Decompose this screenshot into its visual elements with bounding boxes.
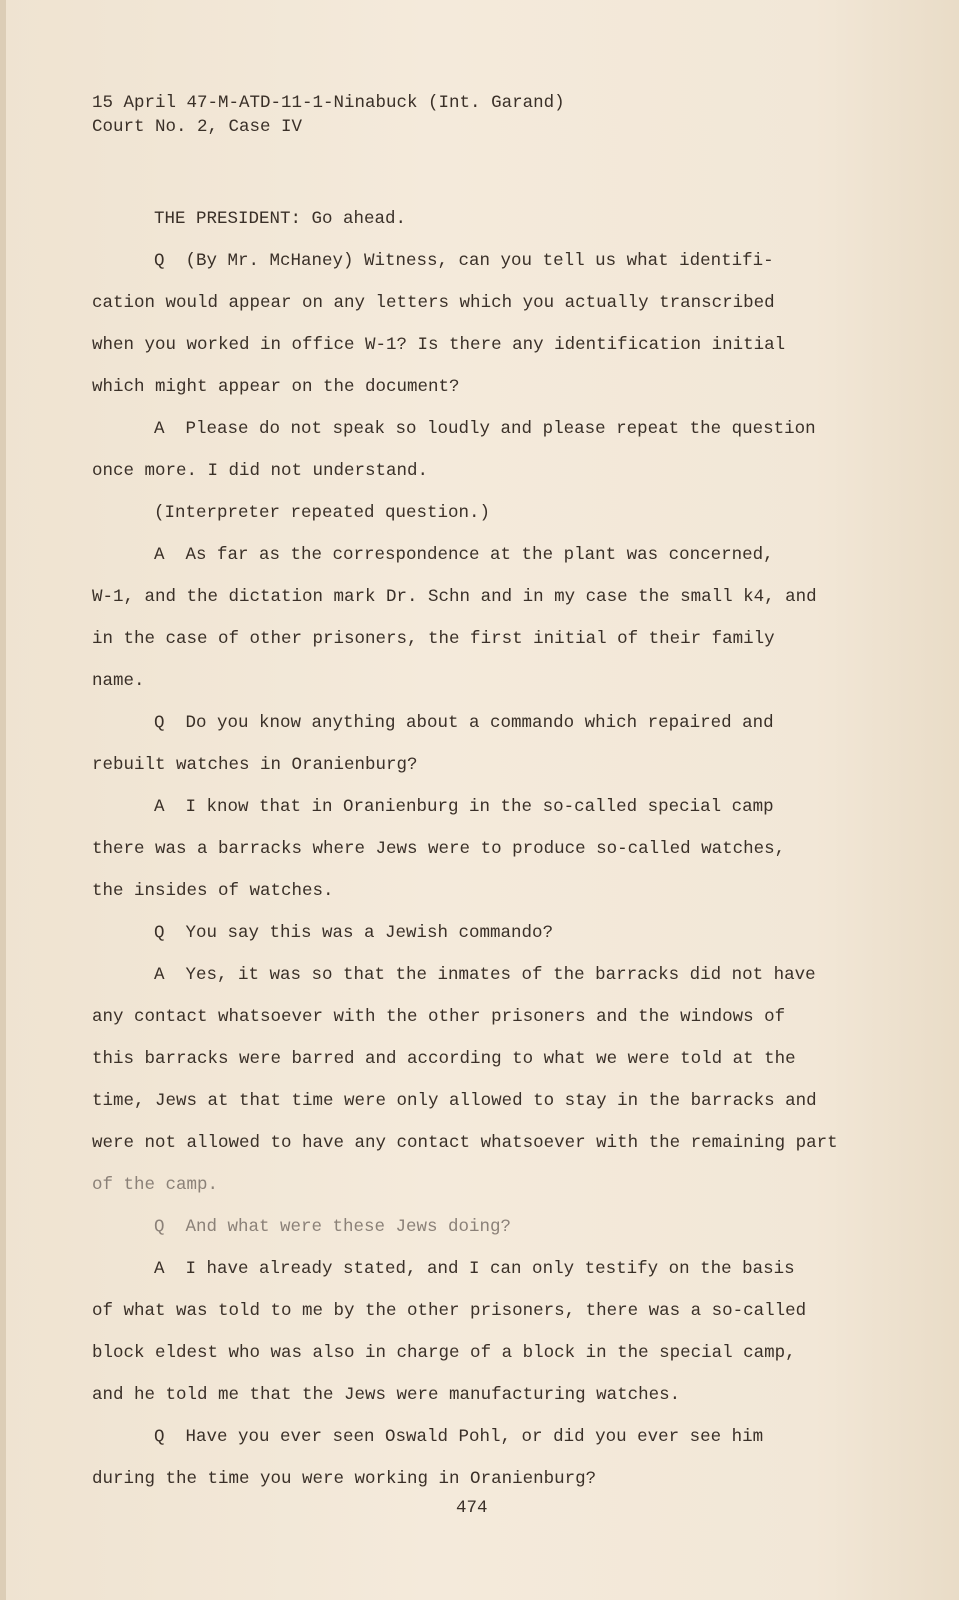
text-line: A I have already stated, and I can only testify on the basis — [154, 1259, 795, 1279]
paragraph-question-identification — [92, 240, 832, 408]
paragraph-answer-repeat — [92, 408, 832, 492]
text-line: Q You say this was a Jewish commando? — [154, 923, 554, 943]
paragraph-answer-block-eldest — [92, 1248, 832, 1416]
header-line-2: Court No. 2, Case IV — [92, 117, 303, 137]
text-line: time, Jews at that time were only allowed to stay in the barracks and — [92, 1091, 817, 1111]
text-line: A Please do not speak so loudly and please repeat the question — [154, 419, 816, 439]
document-header — [92, 91, 565, 139]
text-line: Q And what were these Jews doing? — [154, 1217, 512, 1237]
text-line: THE PRESIDENT: Go ahead. — [154, 209, 407, 229]
paragraph-answer-contact — [92, 954, 838, 1206]
text-line: name. — [92, 671, 145, 691]
text-line: cation would appear on any letters which you actually transcribed — [92, 293, 775, 313]
paragraph-question-doing — [92, 1206, 832, 1248]
text-line: Q Have you ever seen Oswald Pohl, or did you ever see him — [154, 1427, 764, 1447]
page-edge — [0, 0, 6, 1600]
text-line: and he told me that the Jews were manufacturing watches. — [92, 1385, 681, 1405]
text-line: which might appear on the document? — [92, 377, 460, 397]
text-line: block eldest who was also in charge of a block in the special camp, — [92, 1343, 796, 1363]
text-line: Q Do you know anything about a commando which repaired and — [154, 713, 774, 733]
text-line: (Interpreter repeated question.) — [154, 503, 491, 523]
page-number: 474 — [456, 1498, 488, 1518]
paragraph-question-commando — [92, 702, 832, 786]
text-line: this barracks were barred and according to what we were told at the — [92, 1049, 796, 1069]
text-line: A As far as the correspondence at the plant was concerned, — [154, 545, 774, 565]
text-line: once more. I did not understand. — [92, 461, 429, 481]
text-line: when you worked in office W-1? Is there any identification initial — [92, 335, 786, 355]
paragraph-answer-correspondence — [92, 534, 832, 702]
text-line: any contact whatsoever with the other prisoners and the windows of — [92, 1007, 786, 1027]
text-line: during the time you were working in Oranienburg? — [92, 1469, 597, 1489]
text-line: Q (By Mr. McHaney) Witness, can you tell us what identifi- — [154, 251, 774, 271]
text-line: in the case of other prisoners, the first initial of their family — [92, 629, 775, 649]
paragraph-answer-barracks — [92, 786, 832, 912]
text-line: of what was told to me by the other prisoners, there was a so-called — [92, 1301, 807, 1321]
paragraph-president — [92, 198, 832, 240]
text-line: A Yes, it was so that the inmates of the barracks did not have — [154, 965, 816, 985]
paragraph-question-jewish-commando — [92, 912, 832, 954]
text-line: W-1, and the dictation mark Dr. Schn and in my case the small k4, and — [92, 587, 817, 607]
text-line: rebuilt watches in Oranienburg? — [92, 755, 418, 775]
text-line: of the camp. — [92, 1175, 219, 1195]
header-line-1: 15 April 47-M-ATD-11-1-Ninabuck (Int. Garand) — [92, 93, 565, 113]
paragraph-interpreter — [92, 492, 832, 534]
text-line: A I know that in Oranienburg in the so-called special camp — [154, 797, 774, 817]
transcript-body — [92, 198, 838, 1500]
text-line: there was a barracks where Jews were to produce so-called watches, — [92, 839, 786, 859]
paragraph-question-pohl — [92, 1416, 832, 1500]
text-line: were not allowed to have any contact whatsoever with the remaining part — [92, 1133, 838, 1153]
text-line: the insides of watches. — [92, 881, 334, 901]
